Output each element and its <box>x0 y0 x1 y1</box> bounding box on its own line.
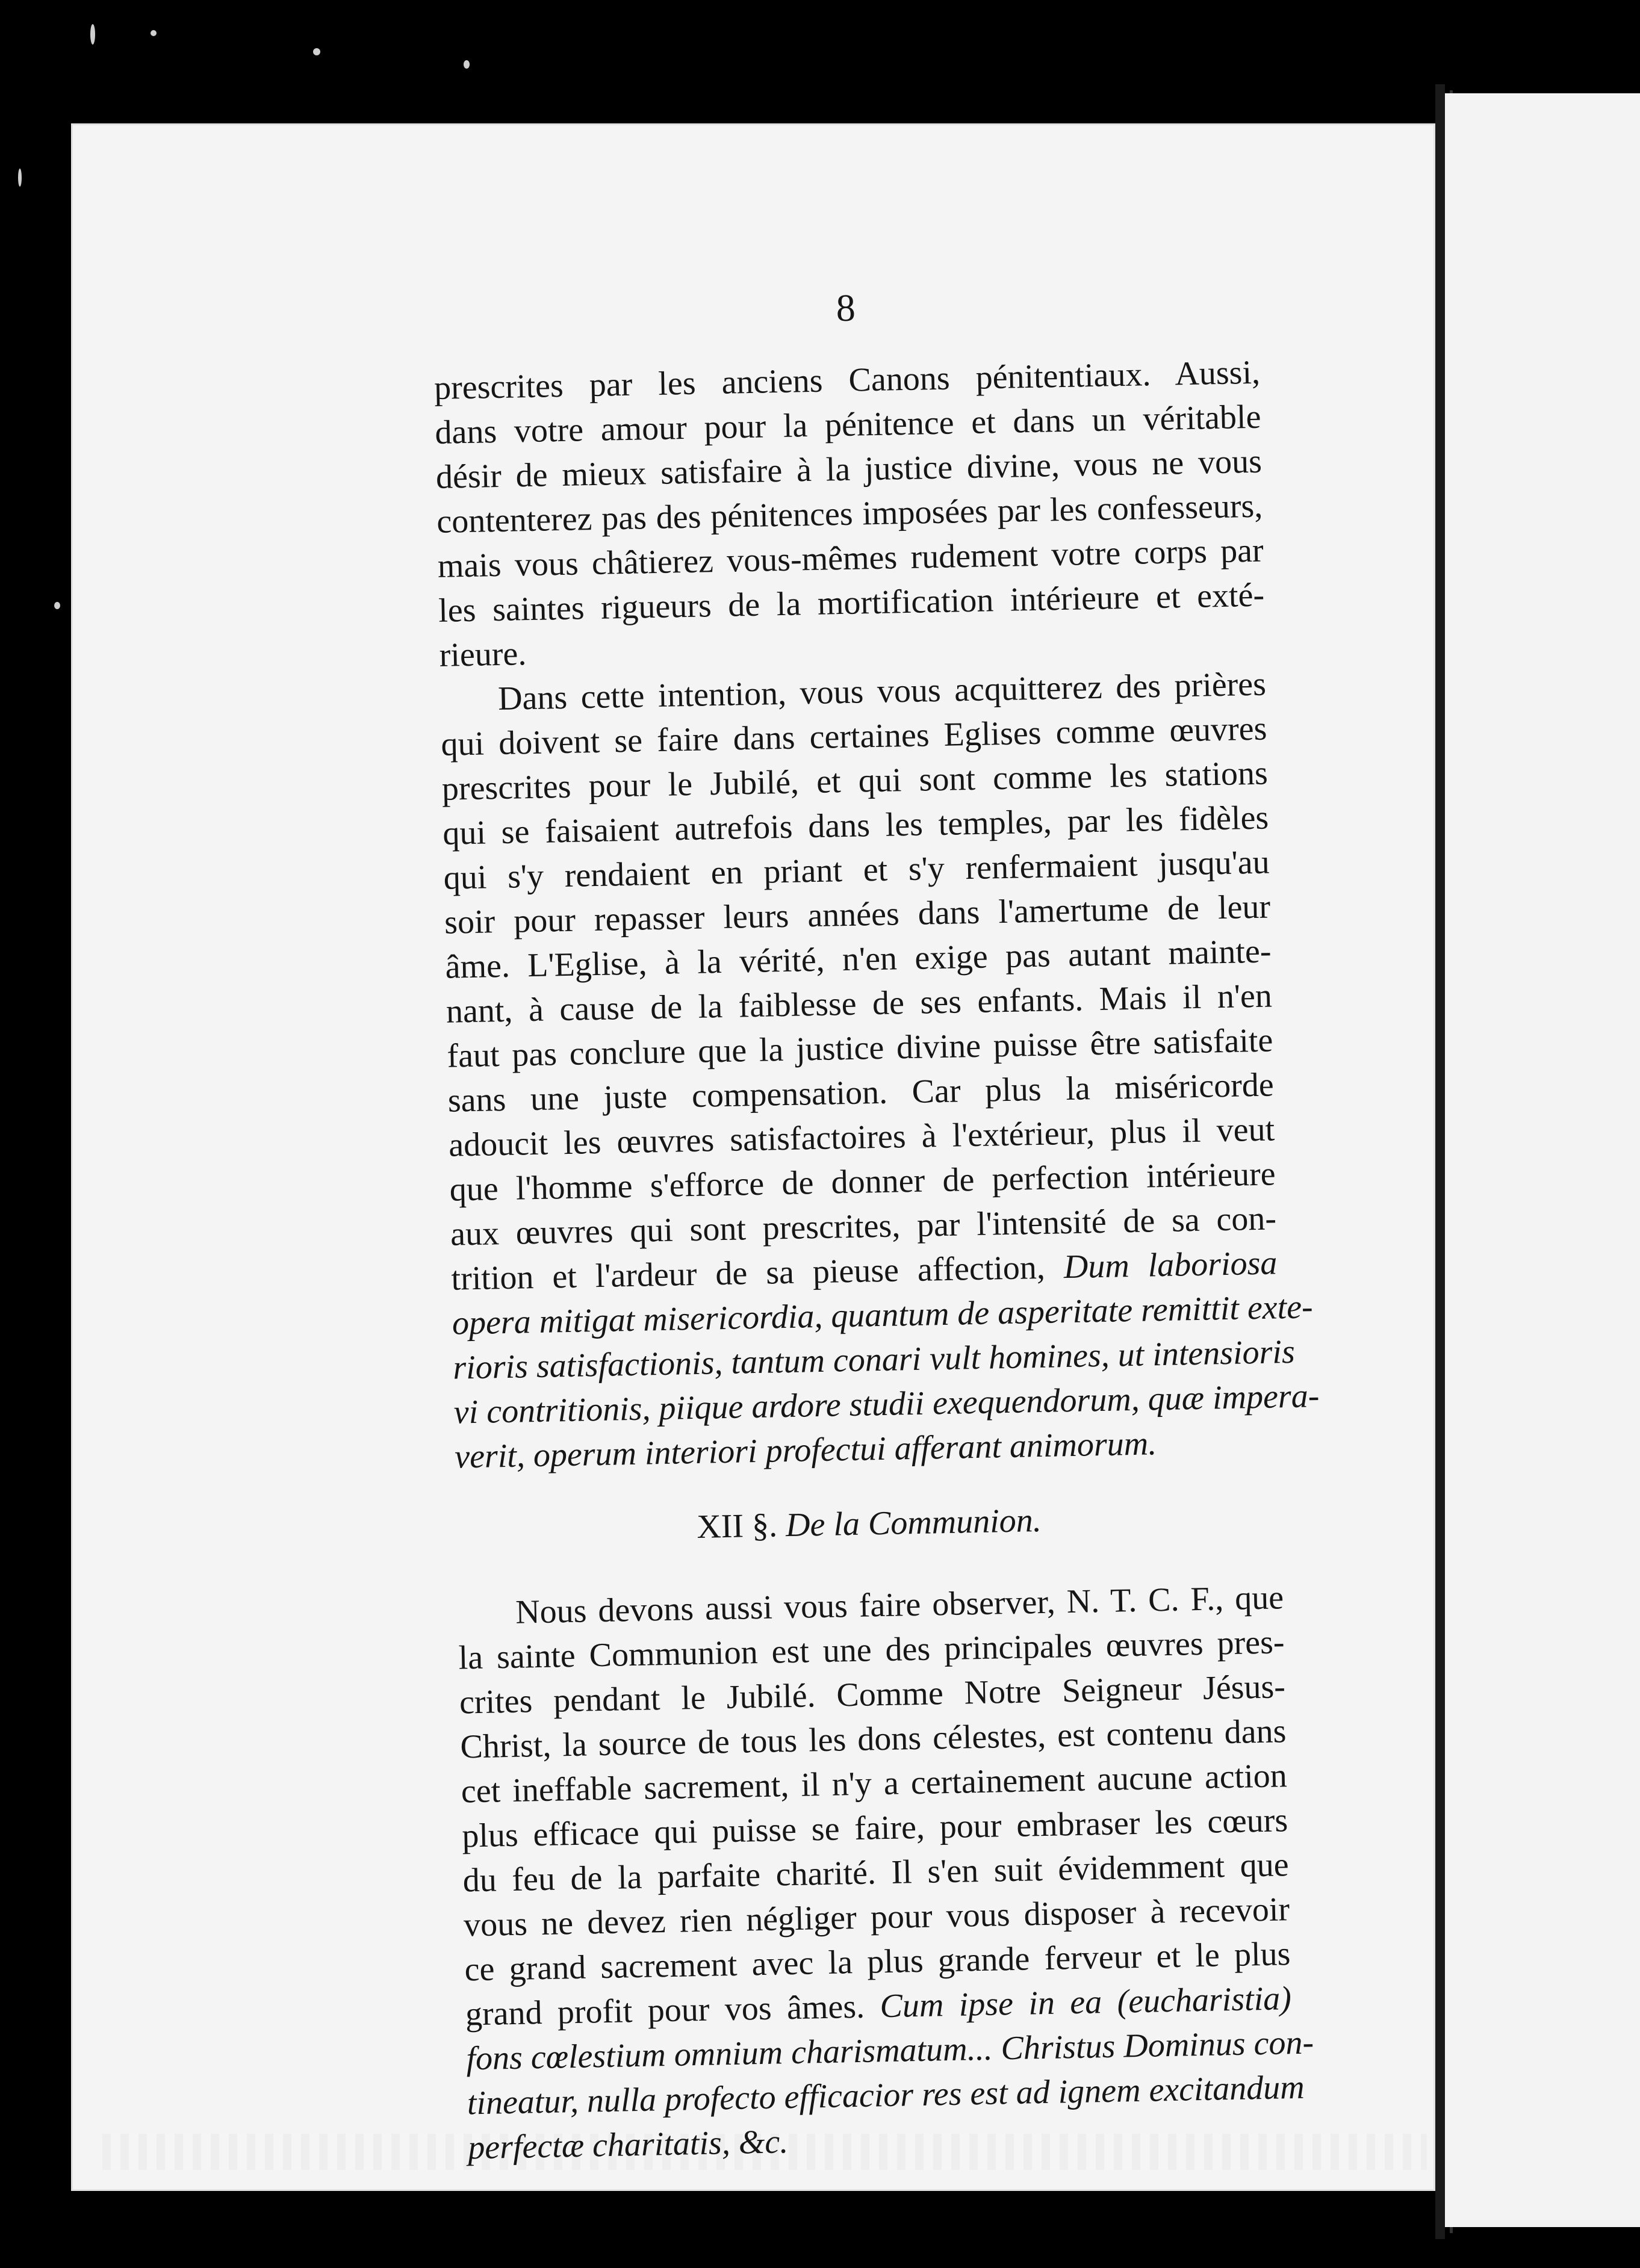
text-line: qui s'y rendaient en priant et s'y renfermaient jusqu'au <box>443 843 1270 897</box>
text-line: désir de mieux satisfaire à la justice divine, vous ne vous <box>435 442 1263 496</box>
text-line: Dans cette intention, vous vous acquitterez des prières <box>497 665 1267 718</box>
book-gutter <box>1435 84 1445 2239</box>
text-line: aux œuvres qui sont prescrites, par l'intensité de sa con- <box>450 1200 1277 1253</box>
section-number: XII §. <box>696 1507 778 1546</box>
page-number: 8 <box>836 286 856 330</box>
scan-speck <box>90 24 95 45</box>
scan-speck <box>18 169 22 187</box>
text-line: ce grand sacrement avec la plus grande ferveur et le plus <box>464 1935 1291 1989</box>
text-line: faut pas conclure que la justice divine puisse être satisfaite <box>446 1021 1273 1075</box>
scan-speck <box>151 30 157 36</box>
scan-speck <box>54 602 60 609</box>
latin-quote-line: opera mitigat misericordia, quantum de asperitate remittit exte- <box>452 1288 1314 1342</box>
text-line: vous ne devez rien négliger pour vous disposer à recevoir <box>463 1891 1290 1944</box>
text-line: crites pendant le Jubilé. Comme Notre Seigneur Jésus- <box>459 1668 1286 1721</box>
latin-quote-line: fons cœlestium omnium charismatum... Christus Dominus con- <box>465 2024 1314 2078</box>
text-line: Christ, la source de tous les dons célestes, est contenu dans <box>459 1712 1287 1766</box>
text-line: mais vous châtierez vous-mêmes rudement votre corps par <box>437 531 1264 585</box>
paragraph-3 <box>458 1575 1314 2170</box>
latin-quote-line: rioris satisfactionis, tantum conari vult homines, ut intensioris <box>452 1333 1296 1387</box>
paragraph-1 <box>433 350 1266 678</box>
roman-text: grand profit pour vos âmes. <box>465 1988 865 2033</box>
text-line: qui se faisaient autrefois dans les temples, par les fidèles <box>442 799 1269 852</box>
text-line: du feu de la parfaite charité. Il s'en suit évidemment que <box>462 1846 1290 1900</box>
text-line: plus efficace qui puisse se faire, pour embraser les cœurs <box>461 1802 1288 1855</box>
text-line: les saintes rigueurs de la mortification intérieure et exté- <box>438 576 1265 630</box>
text-line: la sainte Communion est une des principales œuvres pres- <box>458 1623 1285 1677</box>
scan-speck <box>313 48 320 55</box>
latin-quote-line: tineatur, nulla profecto efficacior res est ad ignem excitandum <box>467 2068 1305 2122</box>
scan-speck <box>464 60 470 69</box>
section-title: De la Communion. <box>785 1501 1042 1545</box>
text-line: soir pour repasser leurs années dans l'amertume de leur <box>444 888 1271 941</box>
text-line: contenterez pas des pénitences imposées par les confesseurs, <box>436 487 1263 541</box>
page-text <box>432 273 1320 2170</box>
text-line: rieure. <box>439 635 527 674</box>
text-line: Nous devons aussi vous faire observer, N. T. C. F., que <box>515 1579 1284 1631</box>
text-line: cet ineffable sacrement, il n'y a certainement aucune action <box>461 1757 1288 1811</box>
text-line: âme. L'Eglise, à la vérité, n'en exige pas autant mainte- <box>445 932 1272 986</box>
text-line: dans votre amour pour la pénitence et dans un véritable <box>434 398 1261 451</box>
latin-quote: Cum ipse in ea (eucharistia) <box>879 1980 1292 2025</box>
text-line: qui doivent se faire dans certaines Eglises comme œuvres <box>440 710 1267 763</box>
roman-text: trition et l'ardeur de sa pieuse affection, <box>450 1248 1046 1298</box>
text-line: nant, à cause de la faiblesse de ses enfants. Mais il n'en <box>446 977 1273 1030</box>
latin-quote-line: verit, operum interiori profectui afferant animorum. <box>454 1425 1157 1476</box>
paragraph-2 <box>440 662 1320 1479</box>
latin-quote: Dum laboriosa <box>1063 1244 1278 1286</box>
adjacent-page-edge <box>1445 93 1640 2227</box>
text-line: adoucit les œuvres satisfactoires à l'extérieur, plus il veut <box>448 1111 1275 1164</box>
text-line: prescrites par les anciens Canons pénitentiaux. Aussi, <box>433 353 1261 407</box>
text-line: sans une juste compensation. Car plus la miséricorde <box>447 1066 1275 1120</box>
latin-quote-line: vi contritionis, piique ardore studii exequendorum, quæ impera- <box>453 1377 1320 1431</box>
text-line: que l'homme s'efforce de donner de perfection intérieure <box>449 1155 1276 1209</box>
latin-quote-line: perfectæ charitatis, &c. <box>467 2123 789 2167</box>
text-line: prescrites pour le Jubilé, et qui sont comme les stations <box>441 754 1269 808</box>
section-heading <box>456 1493 1282 1554</box>
